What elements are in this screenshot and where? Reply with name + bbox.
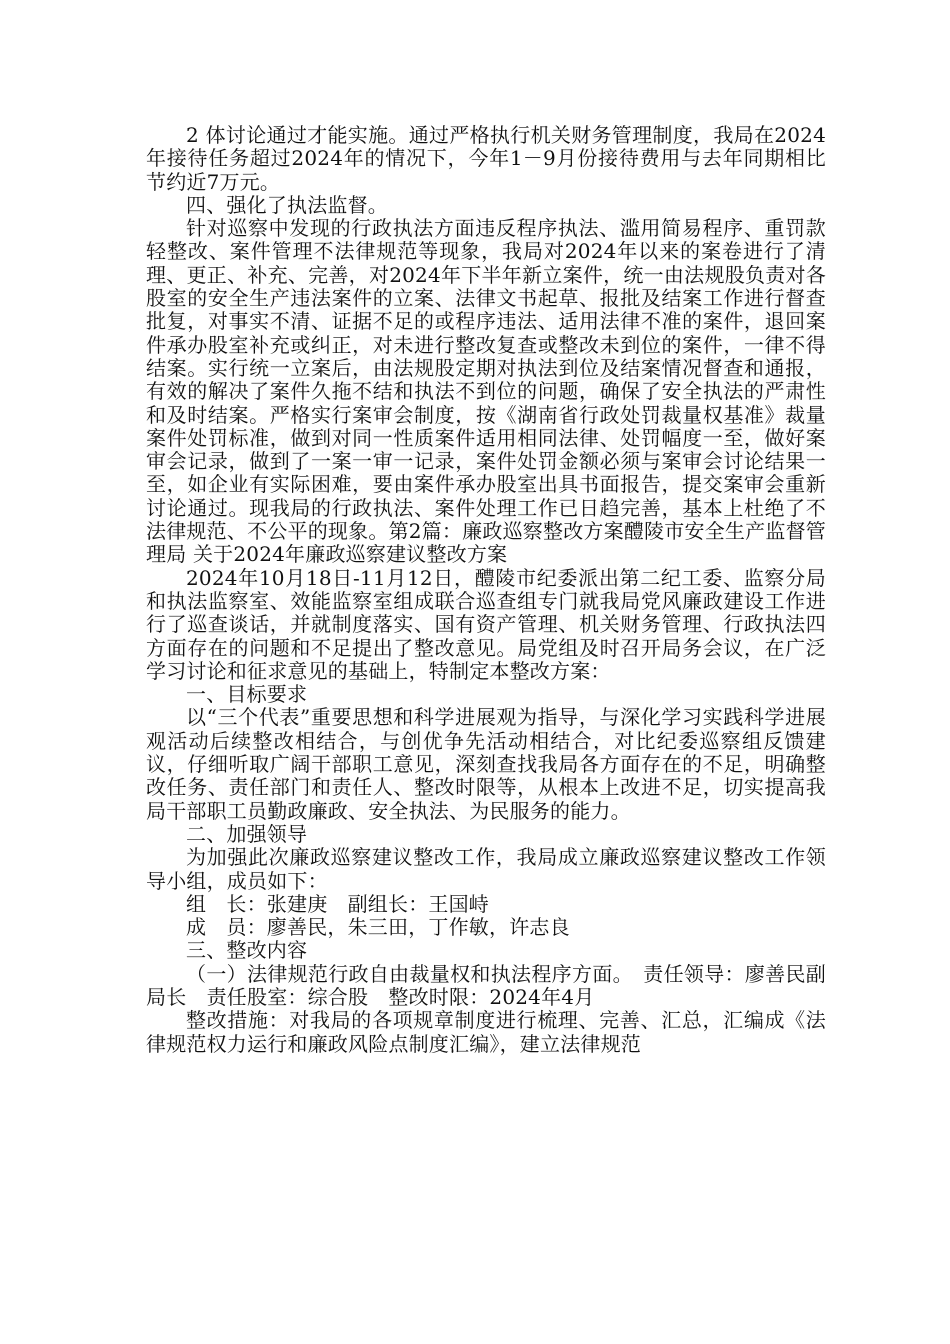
paragraph-law-enforcement-details: 针对巡察中发现的行政执法方面违反程序执法、滥用简易程序、重罚款轻整改、案件管理不法律规范等现象，我局对2024年以来的案卷进行了清理、更正、补充、完善，对2024年下半年新立案件，统一由法规股负责对各股室的安全生产违法案件的立案、法律文书起草、报批及结案工作进行督查批复，对事实不清、证据不足的或程序违法、适用法律不准的案件，退回案件承办股室补充或纠正，对未进行整改复查或整改未到位的案件，一律不得结案。实行统一立案后，由法规股定期对执法到位及结案情况督查和通报，有效的解决了案件久拖不结和执法不到位的问题，确保了安全执法的严肃性和及时结案。严格实行案审会制度，按《湖南省行政处罚裁量权基准》裁量案件处罚标准，做到对同一性质案件适用相同法律、处罚幅度一至，做好案审会记录，做到了一案一审一记录，案件处罚金额必须与案审会讨论结果一至，如企业有实际困难，要由案件承办股室出具书面报告，提交案审会重新讨论通过。现我局的行政执法、案件处理工作已日趋完善，基本上杜绝了不法律规范、不公平的现象。第2篇：廉政巡察整改方案醴陵市安全生产监督管理局 关于2024年廉政巡察建议整改方案 bbox=[146, 216, 826, 567]
paragraph-group-members: 成 员：廖善民，朱三田，丁作敏，许志良 bbox=[186, 915, 570, 940]
paragraph-item-one: （一）法律规范行政自由裁量权和执法程序方面。 责任领导：廖善民副局长 责任股室：综合股 整改时限：2024年4月 bbox=[146, 961, 826, 1009]
paragraph-finance-summary: 2 体讨论通过才能实施。通过严格执行机关财务管理制度，我局在2024年接待任务超过2024年的情况下，今年1－9月份接待费用与去年同期相比节约近7万元。 bbox=[146, 123, 826, 194]
document-body bbox=[146, 124, 826, 1056]
heading-goals: 一、目标要求 bbox=[186, 682, 308, 707]
paragraph-leadership-group: 为加强此次廉政巡察建议整改工作，我局成立廉政巡察建议整改工作领导小组，成员如下： bbox=[146, 845, 826, 893]
heading-rectification-content: 三、整改内容 bbox=[186, 938, 308, 963]
paragraph-goals: 以“三个代表”重要思想和科学进展观为指导，与深化学习实践科学进展观活动后续整改相结合，与创优争先活动相结合，对比纪委巡察组反馈建议，仔细听取广阔干部职工意见，深刻查找我局各方面存在的不足，明确整改任务、责任部门和责任人、整改时限等，从根本上改进不足，切实提高我局干部职工员勤政廉政、安全执法、为民服务的能力。 bbox=[146, 705, 826, 823]
heading-leadership: 二、加强领导 bbox=[186, 821, 308, 846]
paragraph-inspection-background: 2024年10月18日-11月12日，醴陵市纪委派出第二纪工委、监察分局和执法监察室、效能监察室组成联合巡查组专门就我局党风廉政建设工作进行了巡查谈话，并就制度落实、国有资产管理、机关财务管理、行政执法四方面存在的问题和不足提出了整改意见。局党组及时召开局务会议，在广泛学习讨论和征求意见的基础上，特制定本整改方案： bbox=[146, 565, 826, 683]
heading-law-enforcement-supervision: 四、强化了执法监督。 bbox=[186, 192, 388, 217]
paragraph-measures: 整改措施：对我局的各项规章制度进行梳理、完善、汇总，汇编成《法律规范权力运行和廉政风险点制度汇编》，建立法律规范 bbox=[146, 1008, 826, 1056]
paragraph-group-leaders: 组 长：张建庚 副组长：王国峙 bbox=[186, 891, 489, 916]
